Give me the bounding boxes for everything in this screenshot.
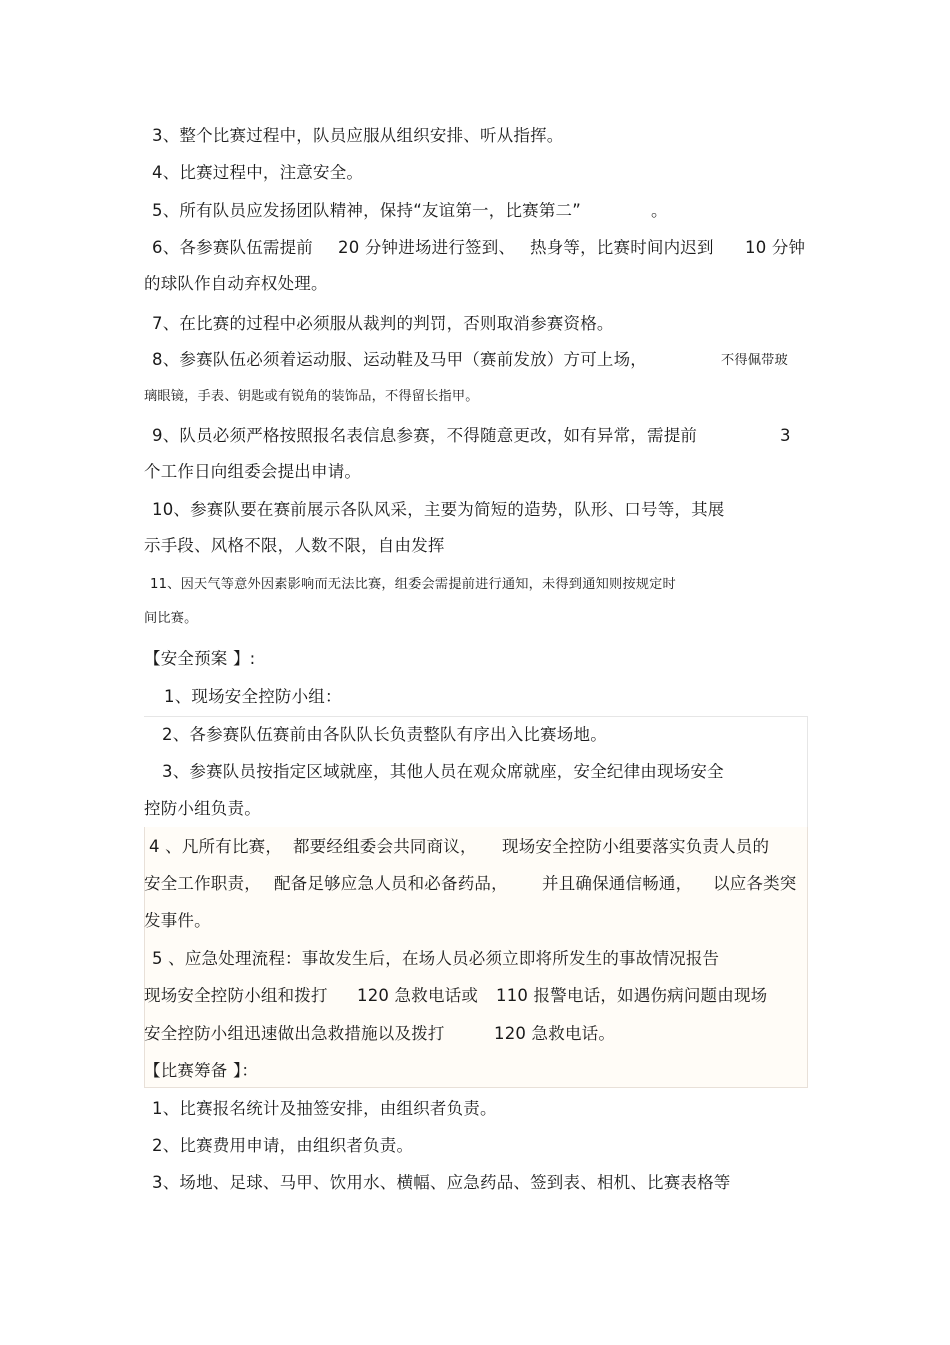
text-line: 3、整个比赛过程中，队员应服从组织安排、听从指挥。 bbox=[152, 126, 564, 145]
text-line: 现场安全控防小组要落实负责人员的 bbox=[502, 837, 770, 856]
text-line: 热身等，比赛时间内迟到 bbox=[530, 238, 714, 257]
text-line: 都要经组委会共同商议， bbox=[293, 837, 477, 856]
text-line: 1、现场安全控防小组： bbox=[164, 687, 342, 706]
text-line: 3、场地、足球、马甲、饮用水、横幅、应急药品、签到表、相机、比赛表格等 bbox=[152, 1173, 731, 1192]
section-heading: 【比赛筹备 】： bbox=[144, 1061, 259, 1080]
text-line: 3 bbox=[780, 426, 791, 445]
text-line: 7、在比赛的过程中必须服从裁判的判罚，否则取消参赛资格。 bbox=[152, 314, 614, 333]
text-line: 4、比赛过程中，注意安全。 bbox=[152, 163, 364, 182]
text-line: 控防小组负责。 bbox=[144, 799, 261, 818]
text-line: 配备足够应急人员和必备药品， bbox=[274, 874, 508, 893]
text-line: 。 bbox=[651, 201, 668, 220]
text-line: 的球队作自动弃权处理。 bbox=[144, 274, 328, 293]
text-line: 6、各参赛队伍需提前 bbox=[152, 238, 313, 257]
text-line: 间比赛。 bbox=[144, 611, 198, 626]
text-line: 120 急救电话或 bbox=[357, 986, 479, 1005]
text-line: 安全控防小组迅速做出急救措施以及拨打 bbox=[144, 1024, 445, 1043]
text-line: 120 急救电话。 bbox=[494, 1024, 616, 1043]
text-line: 1、比赛报名统计及抽签安排，由组织者负责。 bbox=[152, 1099, 497, 1118]
text-line: 8、参赛队伍必须着运动服、运动鞋及马甲（赛前发放）方可上场， bbox=[152, 350, 647, 369]
text-line: 9、队员必须严格按照报名表信息参赛，不得随意更改，如有异常，需提前 bbox=[152, 426, 698, 445]
text-line: 110 报警电话，如遇伤病问题由现场 bbox=[496, 986, 768, 1005]
text-line: 璃眼镜，手表、钥匙或有锐角的装饰品，不得留长指甲。 bbox=[144, 389, 479, 404]
text-line: 5、所有队员应发扬团队精神，保持“友谊第一，比赛第二” bbox=[152, 201, 581, 220]
text-line: 10、参赛队要在赛前展示各队风采，主要为简短的造势，队形、口号等，其展 bbox=[152, 500, 725, 519]
text-line: 2、比赛费用申请，由组织者负责。 bbox=[152, 1136, 414, 1155]
text-line: 4 、凡所有比赛， bbox=[149, 837, 283, 856]
text-line: 不得佩带玻 bbox=[721, 353, 788, 368]
text-line: 20 分钟进场进行签到、 bbox=[338, 238, 516, 257]
text-line: 2、各参赛队伍赛前由各队队长负责整队有序出入比赛场地。 bbox=[162, 725, 607, 744]
text-line: 3、参赛队员按指定区域就座，其他人员在观众席就座，安全纪律由现场安全 bbox=[162, 762, 724, 781]
text-line: 并且确保通信畅通， bbox=[542, 874, 693, 893]
text-line: 11、因天气等意外因素影响而无法比赛，组委会需提前进行通知，未得到通知则按规定时 bbox=[150, 577, 676, 592]
text-line: 安全工作职责， bbox=[144, 874, 261, 893]
section-heading: 【安全预案 】: bbox=[144, 649, 256, 668]
text-line: 现场安全控防小组和拨打 bbox=[144, 986, 328, 1005]
text-line: 5 、应急处理流程：事故发生后，在场人员必须立即将所发生的事故情况报告 bbox=[152, 949, 720, 968]
text-line: 发事件。 bbox=[144, 911, 211, 930]
text-line: 个工作日向组委会提出申请。 bbox=[144, 462, 362, 481]
text-line: 以应各类突 bbox=[713, 874, 797, 893]
text-line: 10 分钟 bbox=[745, 238, 806, 257]
text-line: 示手段、风格不限，人数不限，自由发挥 bbox=[144, 536, 445, 555]
